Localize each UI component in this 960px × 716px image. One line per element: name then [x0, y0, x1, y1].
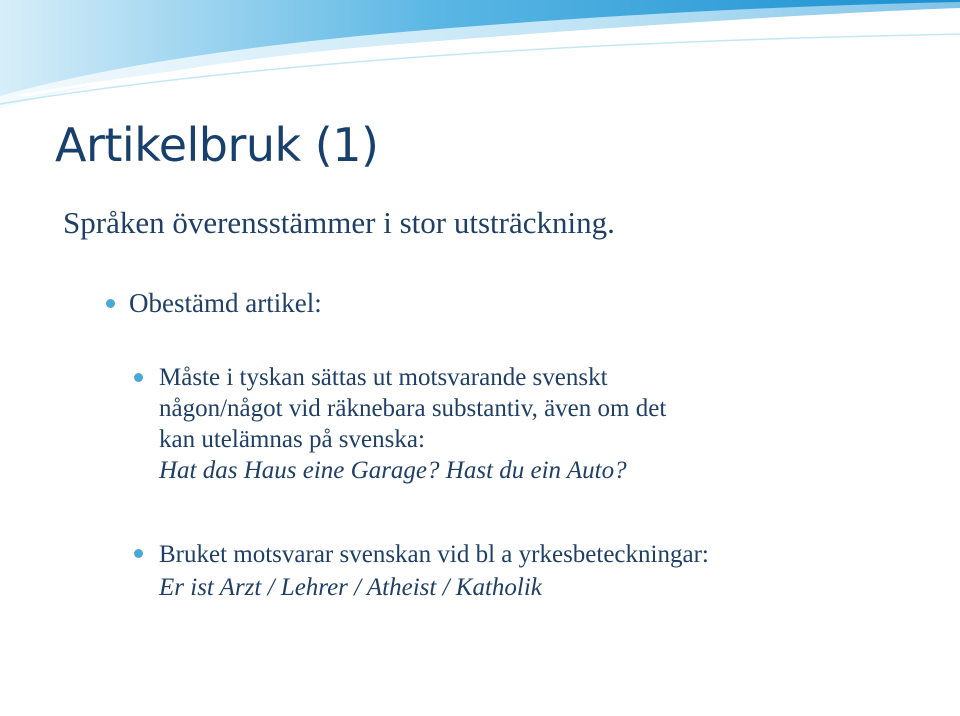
- bullet-item-must-state: [134, 362, 666, 486]
- bullet-line: någon/något vid räknebara substantiv, även om det: [159, 395, 667, 422]
- page-title: Artikelbruk (1): [55, 118, 379, 172]
- bullet-line: Obestämd artikel:: [129, 288, 322, 318]
- bullet-item-indefinite-article: [106, 288, 322, 319]
- header-wave-decoration: [0, 0, 960, 120]
- bullet-line: kan utelämnas på svenska:: [159, 426, 425, 453]
- bullet-icon: [134, 549, 143, 558]
- bullet-item-professions: [134, 538, 709, 604]
- bullet-icon: [106, 299, 115, 308]
- subtitle: Språken överensstämmer i stor utsträckning.: [63, 205, 615, 240]
- bullet-line: Måste i tyskan sättas ut motsvarande svenskt: [159, 364, 608, 391]
- example-sentence: Er ist Arzt / Lehrer / Atheist / Katholik: [159, 574, 542, 601]
- example-sentence: Hat das Haus eine Garage? Hast du ein Auto?: [159, 457, 627, 484]
- bullet-icon: [134, 373, 143, 382]
- bullet-line: Bruket motsvarar svenskan vid bl a yrkesbeteckningar:: [159, 541, 709, 568]
